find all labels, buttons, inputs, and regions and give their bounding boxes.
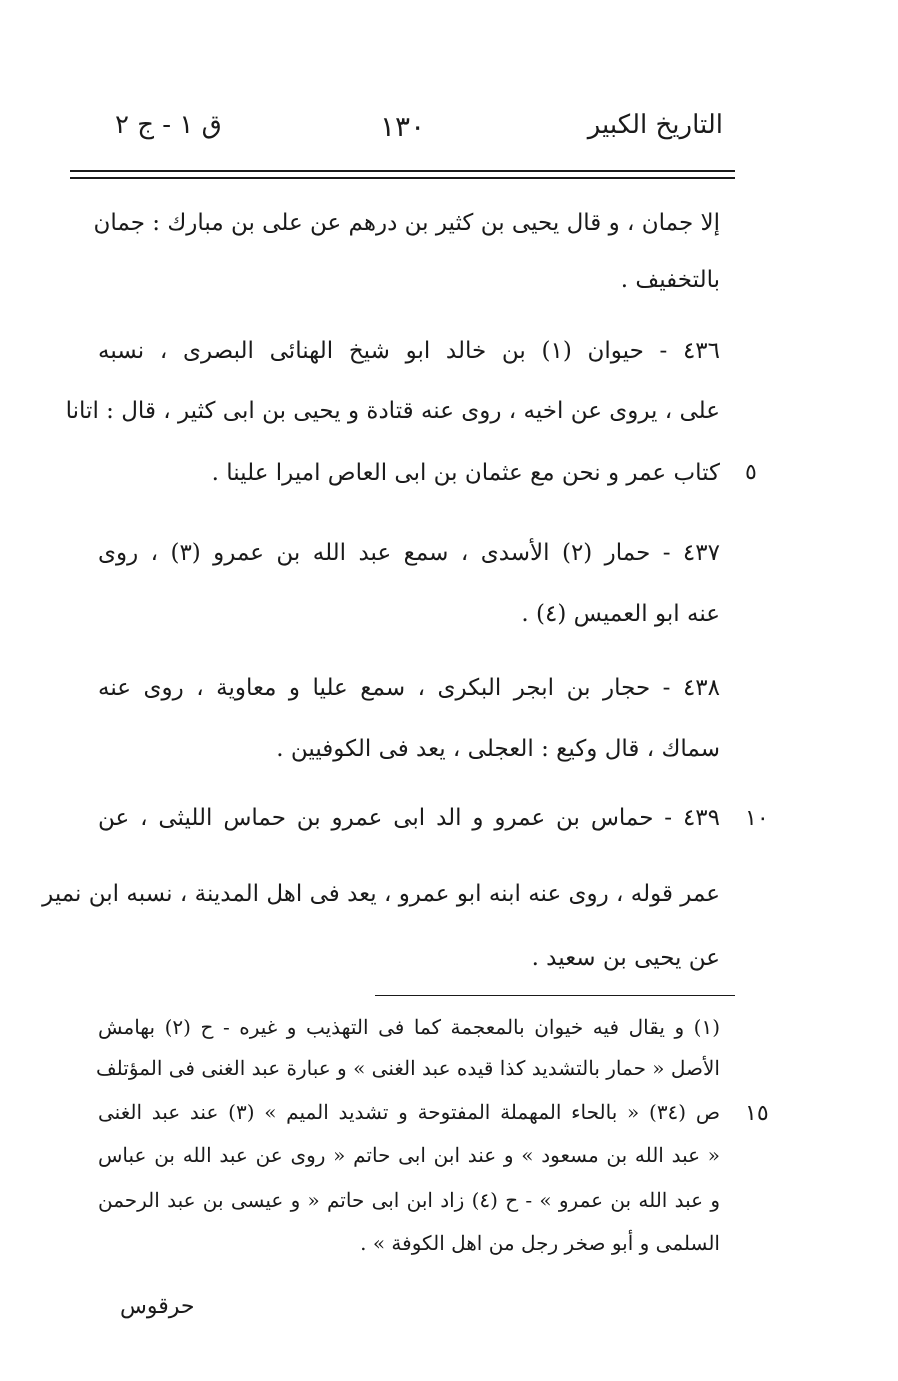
footnote-line: (١) و يقال فيه خيوان بالمعجمة كما فى التهذيب و غيره - ح (٢) بهامش — [98, 1015, 720, 1039]
body-line: بالتخفيف . — [620, 267, 720, 293]
line-number-marker: ١٥ — [745, 1101, 769, 1126]
footnote-rule — [375, 995, 735, 996]
header-rule — [70, 170, 735, 172]
footnote-line: الأصل « حمار بالتشديد كذا قيده عبد الغنى » و عبارة عبد الغنى فى المؤتلف — [95, 1056, 720, 1080]
footnote-line: السلمى و أبو صخر رجل من اهل الكوفة » . — [360, 1231, 720, 1255]
page-number: ١٣٠ — [380, 110, 426, 143]
header-rule-double — [70, 177, 735, 179]
entry-438-line: ٤٣٨ - حجار بن ابجر البكرى ، سمع عليا و معاوية ، روى عنه — [98, 675, 720, 701]
body-line: على ، يروى عن اخيه ، روى عنه قتادة و يحيى بن ابى كثير ، قال : اتانا — [65, 398, 720, 424]
footnote-line: و عبد الله بن عمرو » - ح (٤) زاد ابن ابى حاتم « و عيسى بن عبد الرحمن — [98, 1188, 720, 1212]
line-number-marker: ١٠ — [745, 806, 769, 831]
catchword: حرقوس — [120, 1294, 195, 1319]
entry-437-line: ٤٣٧ - حمار (٢) الأسدى ، سمع عبد الله بن عمرو (٣) ، روى — [98, 540, 720, 566]
entry-436-line: ٤٣٦ - حيوان (١) بن خالد ابو شيخ الهنائى البصرى ، نسبه — [98, 338, 720, 364]
line-number-marker: ٥ — [745, 460, 757, 485]
entry-439-line: ٤٣٩ - حماس بن عمرو و الد ابى عمرو بن حماس الليثى ، عن — [98, 805, 720, 831]
body-line: عنه ابو العميس (٤) . — [521, 601, 720, 627]
body-line: سماك ، قال وكيع : العجلى ، يعد فى الكوفيين . — [276, 736, 720, 762]
body-line: عن يحيى بن سعيد . — [531, 945, 720, 971]
running-title: التاريخ الكبير — [587, 110, 723, 140]
body-line: إلا جمان ، و قال يحيى بن كثير بن درهم عن على بن مبارك : جمان — [93, 210, 720, 236]
body-line: عمر قوله ، روى عنه ابنه ابو عمرو ، يعد فى اهل المدينة ، نسبه ابن نمير — [42, 881, 720, 907]
footnote-line: ص (٣٤) « بالحاء المهملة المفتوحة و تشديد الميم » (٣) عند عبد الغنى — [98, 1100, 721, 1124]
volume-reference: ق ١ - ج ٢ — [115, 110, 222, 140]
footnote-line: « عبد الله بن مسعود » و عند ابن ابى حاتم « روى عن عبد الله بن عباس — [98, 1143, 720, 1167]
body-line: كتاب عمر و نحن مع عثمان بن ابى العاص اميرا علينا . — [211, 460, 720, 486]
